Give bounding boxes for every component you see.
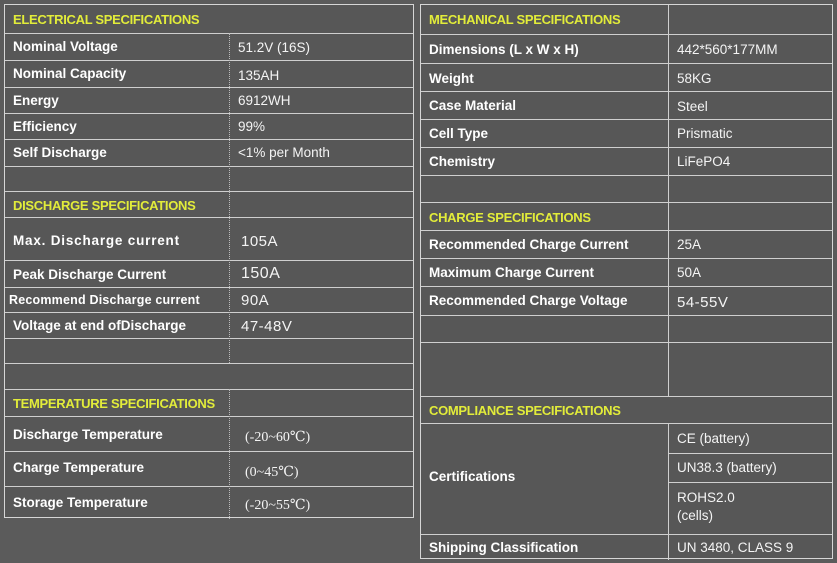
charge-section-title: CHARGE SPECIFICATIONS — [429, 210, 591, 225]
row-value: 99% — [238, 119, 266, 134]
row-label: Self Discharge — [13, 145, 107, 160]
empty-row — [421, 342, 832, 396]
row-label: Discharge Temperature — [13, 427, 163, 442]
table-row — [5, 139, 413, 166]
table-row — [5, 87, 413, 113]
table-row — [421, 230, 832, 258]
right-spec-table — [420, 4, 833, 559]
table-row — [5, 33, 413, 60]
column-divider — [229, 191, 230, 363]
row-label: Storage Temperature — [13, 495, 148, 510]
row-value: 135AH — [238, 68, 280, 83]
row-value: LiFePO4 — [677, 154, 731, 169]
certification-item — [668, 482, 832, 535]
row-label: Max. Discharge current — [13, 233, 180, 248]
certifications-row — [421, 423, 832, 534]
row-value: Prismatic — [677, 126, 733, 141]
row-value: 47-48V — [241, 318, 293, 335]
electrical-header-row — [5, 5, 413, 33]
temperature-header-row — [5, 389, 413, 416]
row-label: Nominal Voltage — [13, 39, 118, 54]
discharge-header-row — [5, 191, 413, 217]
column-divider — [229, 33, 230, 191]
row-label: Energy — [13, 93, 59, 108]
empty-row — [421, 175, 832, 202]
row-value: Steel — [677, 99, 708, 114]
certification-item — [668, 424, 832, 453]
certifications-label: Certifications — [429, 469, 516, 484]
table-row — [421, 147, 832, 175]
discharge-section-title: DISCHARGE SPECIFICATIONS — [13, 198, 196, 213]
certification-value: UN38.3 (battery) — [677, 460, 777, 475]
table-row — [5, 260, 413, 287]
row-value: 90A — [241, 292, 270, 309]
row-value: UN 3480, CLASS 9 — [677, 540, 794, 555]
row-value: (-20~60℃) — [245, 430, 311, 445]
table-row — [421, 34, 832, 63]
row-label: Case Material — [429, 98, 517, 113]
row-label: Dimensions (L x W x H) — [429, 42, 579, 57]
empty-row — [5, 338, 413, 363]
temperature-section-title: TEMPERATURE SPECIFICATIONS — [13, 396, 215, 411]
row-value: 150A — [241, 265, 281, 282]
mechanical-header-row — [421, 5, 832, 34]
table-row — [5, 451, 413, 486]
column-divider — [229, 389, 230, 519]
table-row — [421, 63, 832, 91]
certification-value: (cells) — [677, 508, 713, 523]
row-value: 58KG — [677, 71, 712, 86]
left-spec-table — [4, 4, 414, 518]
row-value: 25A — [677, 237, 702, 252]
table-row — [421, 286, 832, 315]
column-divider — [668, 423, 669, 560]
mechanical-section-title: MECHANICAL SPECIFICATIONS — [429, 12, 621, 27]
row-value: 442*560*177MM — [677, 42, 778, 57]
row-label: Weight — [429, 71, 474, 86]
certification-value: CE (battery) — [677, 431, 750, 446]
row-value: (0~45℃) — [245, 465, 299, 480]
row-value: 105A — [241, 233, 279, 250]
row-value: 54-55V — [677, 294, 729, 311]
compliance-header-row — [421, 396, 832, 423]
table-row — [5, 287, 413, 312]
row-label: Cell Type — [429, 126, 489, 141]
electrical-section-title: ELECTRICAL SPECIFICATIONS — [13, 12, 200, 27]
row-label: Shipping Classification — [429, 540, 579, 555]
empty-row — [421, 315, 832, 342]
row-label: Voltage at end ofDischarge — [13, 318, 187, 333]
table-row — [5, 312, 413, 338]
table-row — [5, 60, 413, 87]
row-value: <1% per Month — [238, 145, 330, 160]
row-label: Recommended Charge Voltage — [429, 293, 628, 308]
row-label: Recommend Discharge current — [9, 293, 200, 307]
table-row — [5, 416, 413, 451]
column-divider — [668, 5, 669, 396]
table-row — [421, 534, 832, 560]
row-value: (-20~55℃) — [245, 498, 311, 513]
row-label: Recommended Charge Current — [429, 237, 629, 252]
row-value: 51.2V (16S) — [238, 40, 311, 55]
empty-row — [5, 363, 413, 389]
row-label: Nominal Capacity — [13, 66, 127, 81]
row-value: 6912WH — [238, 93, 291, 108]
table-row — [5, 113, 413, 139]
table-row — [5, 486, 413, 519]
certification-value: ROHS2.0 — [677, 490, 735, 505]
row-label: Peak Discharge Current — [13, 267, 167, 282]
certification-item — [668, 453, 832, 482]
table-row — [421, 91, 832, 119]
row-label: Chemistry — [429, 154, 496, 169]
empty-row — [5, 166, 413, 191]
row-value: 50A — [677, 265, 702, 280]
charge-header-row — [421, 202, 832, 230]
table-row — [421, 119, 832, 147]
table-row — [5, 217, 413, 260]
row-label: Maximum Charge Current — [429, 265, 595, 280]
row-label: Charge Temperature — [13, 460, 145, 475]
compliance-section-title: COMPLIANCE SPECIFICATIONS — [429, 403, 621, 418]
row-label: Efficiency — [13, 119, 77, 134]
table-row — [421, 258, 832, 286]
